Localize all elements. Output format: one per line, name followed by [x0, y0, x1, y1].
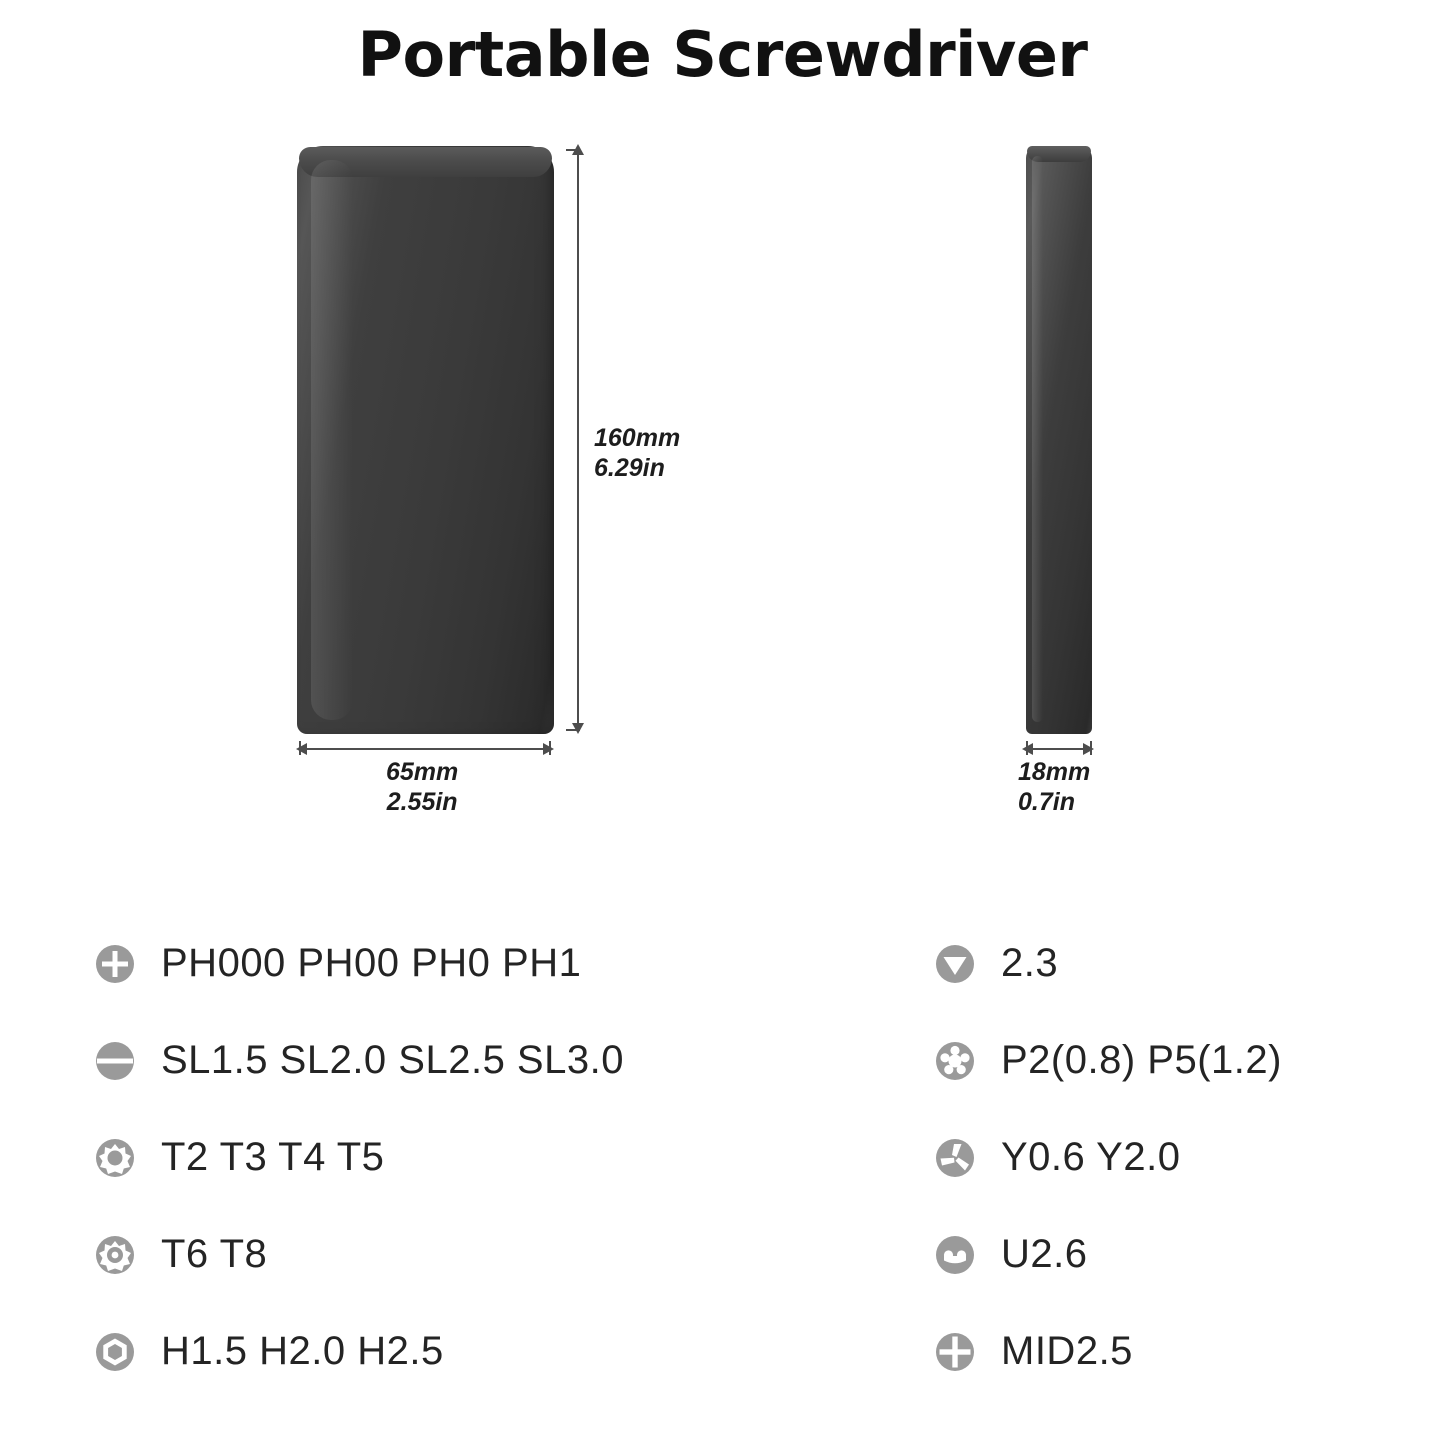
case-width-tick-left — [299, 741, 301, 755]
case-width-arrow-left — [296, 743, 307, 755]
case-height-label — [594, 423, 680, 483]
u-shape-icon — [935, 1235, 975, 1275]
list-item — [95, 1303, 860, 1400]
handle-width-tick-right — [1090, 741, 1092, 755]
list-item — [935, 1206, 1445, 1303]
list-item — [935, 915, 1445, 1012]
list-item-label: T6 T8 — [161, 1232, 268, 1276]
list-item-label: PH000 PH00 PH0 PH1 — [161, 941, 582, 985]
case-width-mm: 65mm — [386, 758, 459, 786]
handle-width-mm: 18mm — [1018, 758, 1091, 786]
list-item — [935, 1109, 1445, 1206]
handle-width-dimension-line — [1028, 748, 1090, 750]
handle-width-arrow-right — [1083, 743, 1094, 755]
handle-highlight — [1032, 156, 1043, 722]
list-item-label: H1.5 H2.0 H2.5 — [161, 1329, 444, 1373]
case-width-tick-right — [549, 741, 551, 755]
case-width-label — [386, 757, 458, 817]
handle-width-label — [1018, 757, 1090, 817]
tri-wing-icon — [935, 1138, 975, 1178]
case-width-dimension-line — [300, 748, 550, 750]
torx-icon — [95, 1138, 135, 1178]
case-height-in: 6.29in — [594, 454, 665, 482]
bit-column-left — [0, 915, 860, 1435]
phillips-icon — [95, 944, 135, 984]
product-illustration — [0, 120, 1445, 880]
list-item-label: Y0.6 Y2.0 — [1001, 1135, 1181, 1179]
list-item — [95, 1206, 860, 1303]
handle-width-in: 0.7in — [1018, 788, 1075, 816]
case-height-tick-bottom — [566, 729, 580, 731]
list-item-label: SL1.5 SL2.0 SL2.5 SL3.0 — [161, 1038, 624, 1082]
list-item-label: T2 T3 T4 T5 — [161, 1135, 385, 1179]
handle-width-tick-left — [1026, 741, 1028, 755]
case-height-mm: 160mm — [594, 424, 681, 452]
list-item — [935, 1303, 1445, 1400]
case-height-dimension-line — [577, 150, 579, 730]
hex-icon — [95, 1332, 135, 1372]
list-item-label: P2(0.8) P5(1.2) — [1001, 1038, 1282, 1082]
case-width-in: 2.55in — [386, 788, 458, 816]
triangle-icon — [935, 944, 975, 984]
list-item-label: U2.6 — [1001, 1232, 1088, 1276]
list-item — [935, 1012, 1445, 1109]
list-item — [95, 1109, 860, 1206]
list-item-label: 2.3 — [1001, 941, 1059, 985]
list-item — [95, 1012, 860, 1109]
case-highlight — [311, 160, 353, 720]
case-height-tick-top — [566, 149, 580, 151]
bit-specification-list — [0, 915, 1445, 1435]
pentalobe-icon — [935, 1041, 975, 1081]
mid-cross-icon — [935, 1332, 975, 1372]
list-item — [95, 915, 860, 1012]
slotted-icon — [95, 1041, 135, 1081]
page-title: Portable Screwdriver — [357, 18, 1088, 91]
bit-column-right — [860, 915, 1445, 1435]
list-item-label: MID2.5 — [1001, 1329, 1133, 1373]
torx-security-icon — [95, 1235, 135, 1275]
